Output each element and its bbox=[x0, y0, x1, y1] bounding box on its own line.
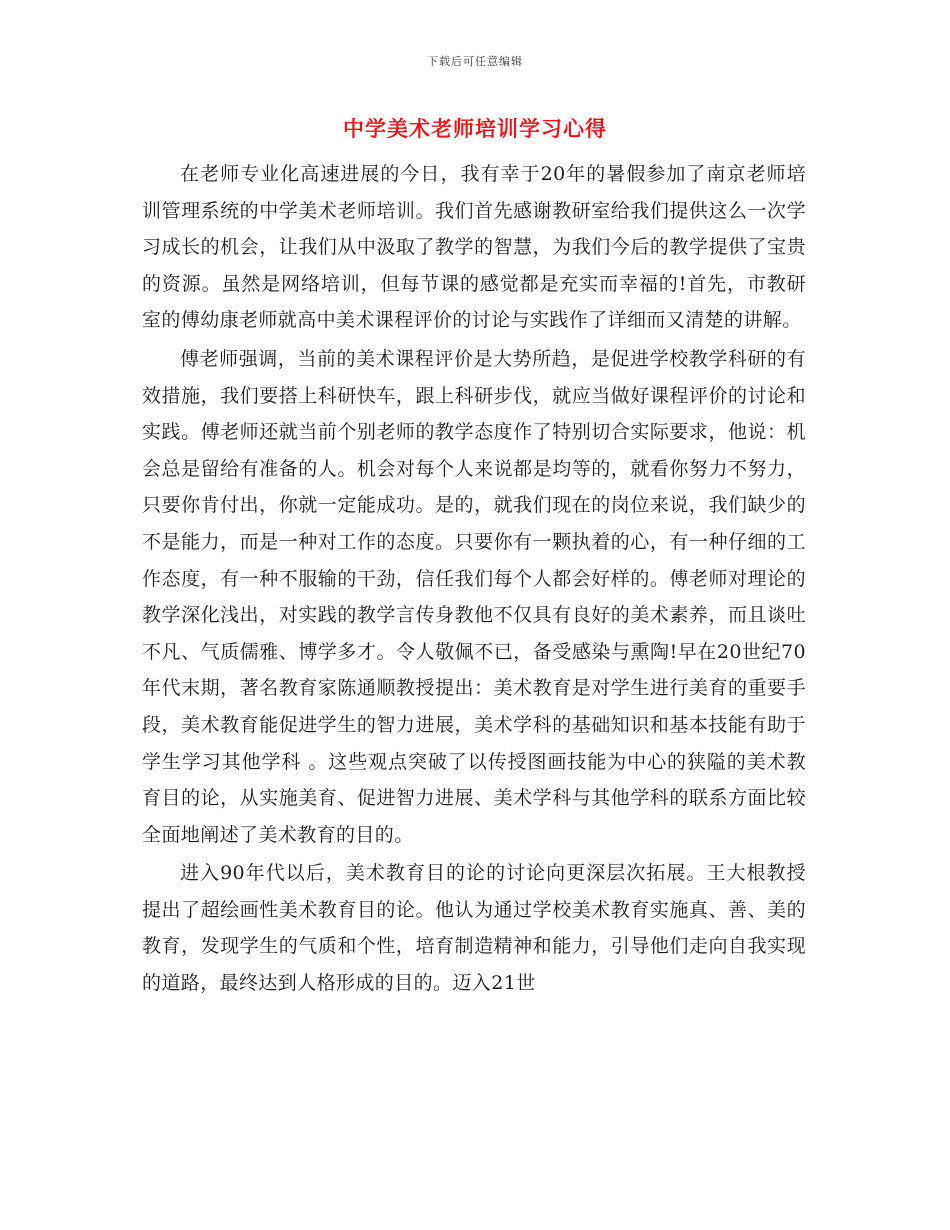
document-body bbox=[142, 156, 806, 1004]
paragraph-2: 傅老师强调，当前的美术课程评价是大势所趋，是促进学校教学科研的有效措施，我们要搭上科研快车，跟上科研步伐，就应当做好课程评价的讨论和实践。傅老师还就当前个别老师的教学态度作了特别切合实际要求，他说：机会总是留给有准备的人。机会对每个人来说都是均等的，就看你努力不努力，只要你肯付出，你就一定能成功。是的，就我们现在的岗位来说，我们缺少的不是能力，而是一种对工作的态度。只要你有一颗执着的心，有一种仔细的工作态度，有一种不服输的干劲，信任我们每个人都会好样的。傅老师对理论的教学深化浅出，对实践的教学言传身教他不仅具有良好的美术素养，而且谈吐不凡、气质儒雅、博学多才。令人敬佩不已，备受感染与熏陶!早在20世纪70年代末期，著名教育家陈通顺教授提出：美术教育是对学生进行美育的重要手段，美术教育能促进学生的智力进展，美术学科的基础知识和基本技能有助于学生学习其他学科 。这些观点突破了以传授图画技能为中心的狭隘的美术教育目的论，从实施美育、促进智力进展、美术学科与其他学科的联系方面比较全面地阐述了美术教育的目的。 bbox=[142, 347, 806, 846]
paragraph-3: 进入90年代以后，美术教育目的论的讨论向更深层次拓展。王大根教授提出了超绘画性美术教育目的论。他认为通过学校美术教育实施真、善、美的教育，发现学生的气质和个性，培育制造精神和能力，引导他们走向自我实现的道路，最终达到人格形成的目的。迈入21世 bbox=[142, 862, 806, 995]
document-title: 中学美术老师培训学习心得 bbox=[343, 116, 607, 141]
header-note: 下载后可任意编辑 bbox=[427, 55, 523, 68]
paragraph-1: 在老师专业化高速进展的今日，我有幸于20年的暑假参加了南京老师培训管理系统的中学美术老师培训。我们首先感谢教研室给我们提供这么一次学习成长的机会，让我们从中汲取了教学的智慧，为我们今后的教学提供了宝贵的资源。虽然是网络培训，但每节课的感觉都是充实而幸福的!首先，市教研室的傅幼康老师就高中美术课程评价的讨论与实践作了详细而又清楚的讲解。 bbox=[142, 163, 806, 332]
